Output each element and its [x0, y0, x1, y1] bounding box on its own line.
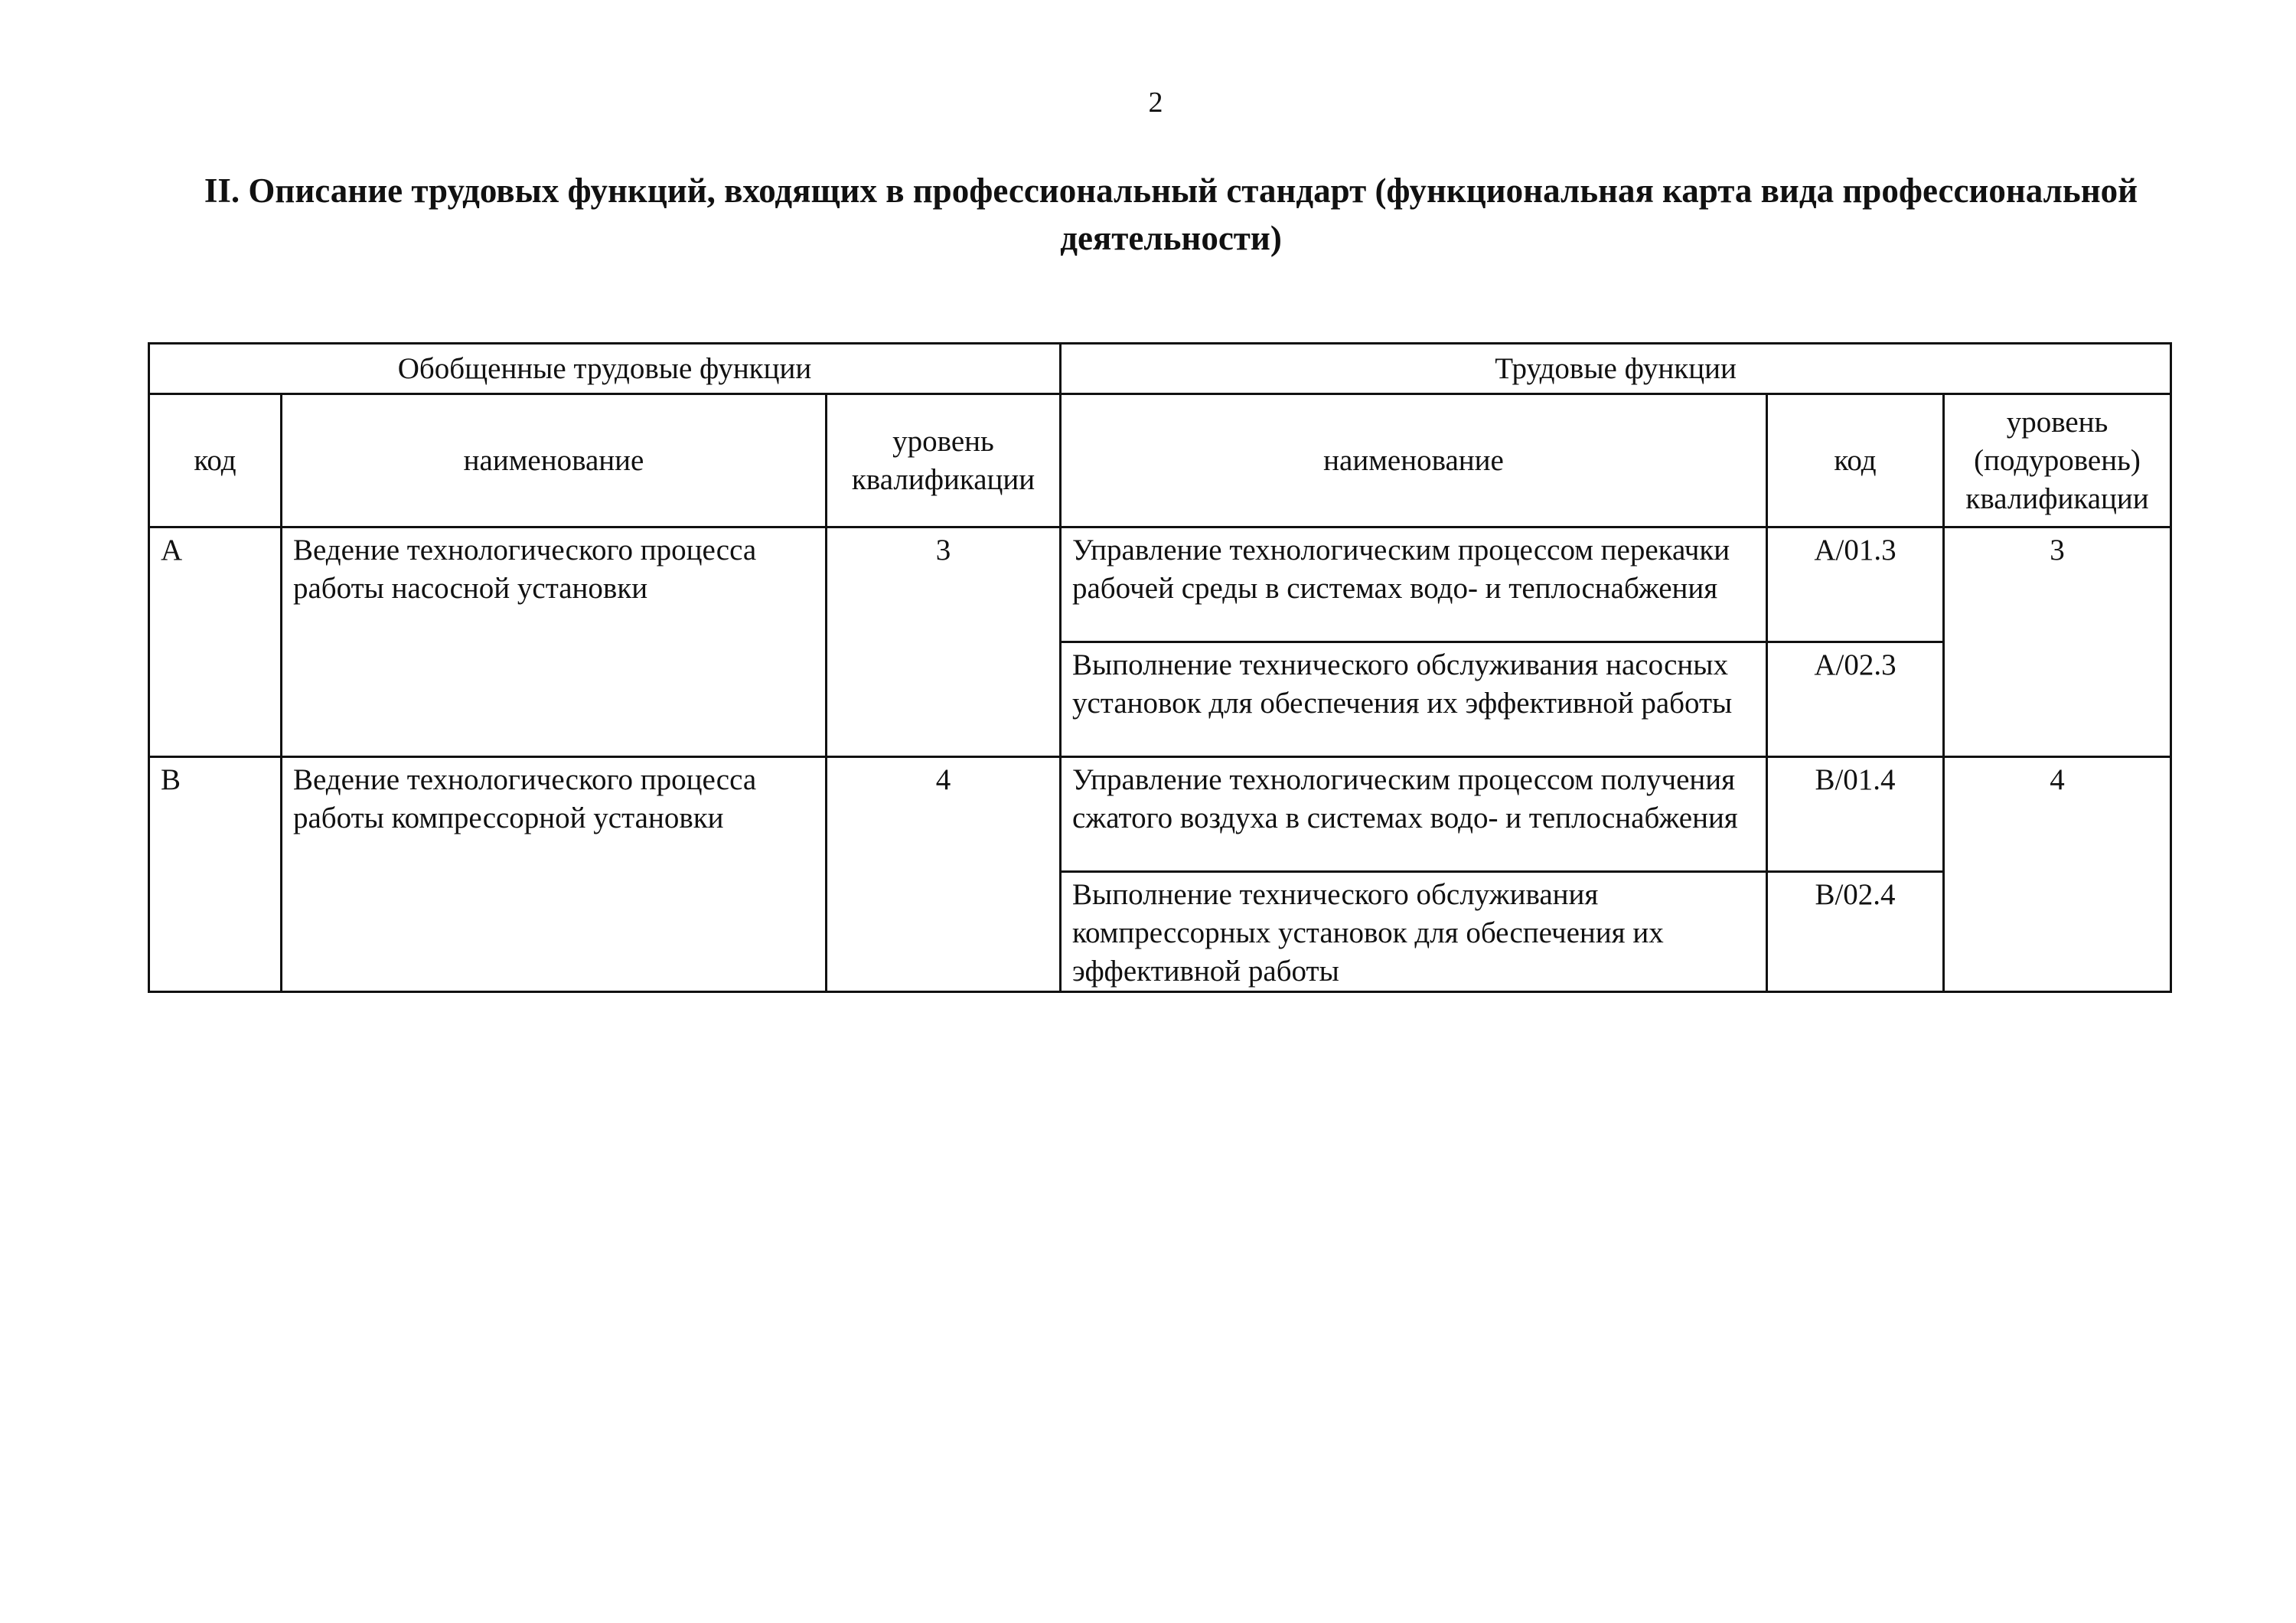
gen-level-cell: 3: [827, 527, 1061, 757]
column-header-row: [149, 394, 2171, 527]
gen-code-cell: B: [149, 757, 282, 992]
table-row: [149, 527, 2171, 642]
gen-name-cell: Ведение технологического процесса работы насосной установки: [282, 527, 827, 757]
page-number: 2: [1148, 87, 1163, 119]
column-header-gen-level: уровень квалификации: [827, 394, 1061, 527]
gen-name-cell: Ведение технологического процесса работы компрессорной установки: [282, 757, 827, 992]
fn-name-cell: Выполнение технического обслуживания компрессорных установок для обеспечения их эффективной работы: [1061, 872, 1767, 992]
generalized-functions-header: Обобщенные трудовые функции: [149, 344, 1061, 394]
section-title: II. Описание трудовых функций, входящих в профессиональный стандарт (функциональная карта вида профессиональной деятельности): [204, 171, 2138, 257]
fn-code-cell: A/02.3: [1767, 642, 1944, 757]
group-header-row: [149, 344, 2171, 394]
column-header-fn-name: наименование: [1061, 394, 1767, 527]
fn-name-cell: Управление технологическим процессом получения сжатого воздуха в системах водо- и теплоснабжения: [1061, 757, 1767, 872]
column-header-fn-level: уровень (подуровень) квалификации: [1944, 394, 2171, 527]
labor-functions-header: Трудовые функции: [1061, 344, 2171, 394]
table-row: [149, 757, 2171, 872]
fn-code-cell: A/01.3: [1767, 527, 1944, 642]
fn-code-cell: B/01.4: [1767, 757, 1944, 872]
functional-map-table: [148, 342, 2172, 993]
column-header-gen-code: код: [149, 394, 282, 527]
column-header-gen-name: наименование: [282, 394, 827, 527]
fn-name-cell: Управление технологическим процессом перекачки рабочей среды в системах водо- и теплоснабжения: [1061, 527, 1767, 642]
fn-code-cell: B/02.4: [1767, 872, 1944, 992]
fn-name-cell: Выполнение технического обслуживания насосных установок для обеспечения их эффективной работы: [1061, 642, 1767, 757]
gen-level-cell: 4: [827, 757, 1061, 992]
fn-level-cell: 4: [1944, 757, 2171, 992]
fn-level-cell: 3: [1944, 527, 2171, 757]
gen-code-cell: A: [149, 527, 282, 757]
column-header-fn-code: код: [1767, 394, 1944, 527]
